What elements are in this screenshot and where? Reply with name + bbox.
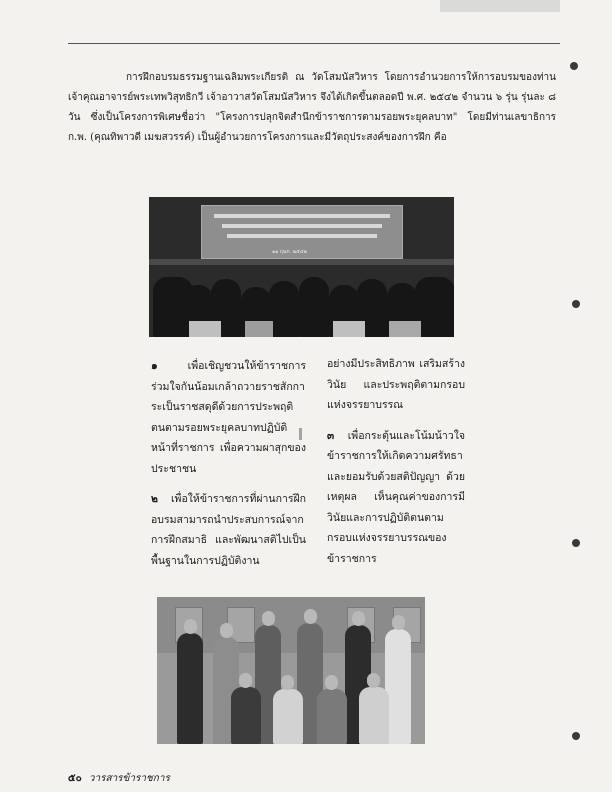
binder-hole bbox=[572, 539, 580, 547]
top-rule bbox=[68, 43, 560, 44]
objective-3-text: เพื่อกระตุ้นและโน้มน้าวใจข้าราชการให้เกิดความศรัทธาและยอมรับด้วยสติปัญญา ด้วยเหตุผล เห็นคุณค่าของการมีวินัยและการปฏิบัติตนตามกรอบแห่งจรรยาบรรณของข้าราชการ bbox=[327, 429, 465, 565]
scan-smudge bbox=[299, 428, 302, 440]
publication-title: วารสารข้าราชการ bbox=[88, 773, 170, 784]
objective-2-number: ๒ bbox=[151, 493, 158, 505]
objective-2 bbox=[151, 489, 306, 571]
binder-hole bbox=[570, 62, 578, 70]
objectives-left-column bbox=[151, 356, 306, 581]
objective-1-text: เพื่อเชิญชวนให้ข้าราชการร่วมใจกันน้อมเกล้าถวายราชสักการะเป็นราชสดุดีด้วยการประพฤติตนตามรอยพระยุคลบาทปฏิบัติหน้าที่ราชการ เพื่อความผาสุกของประชาชน bbox=[151, 360, 306, 475]
objective-1-number: ๑ bbox=[151, 360, 158, 372]
scan-smudge bbox=[440, 0, 560, 12]
banner-date: ๑๑ กุมภ. ๒๕๔๒ bbox=[272, 249, 307, 255]
objective-3 bbox=[327, 426, 465, 570]
objectives-right-column bbox=[327, 354, 465, 579]
stage-banner bbox=[201, 205, 403, 259]
page-footer bbox=[68, 771, 170, 786]
objective-3-number: ๓ bbox=[327, 429, 335, 442]
objective-1 bbox=[151, 356, 306, 479]
intro-text: การฝึกอบรมธรรมฐานเฉลิมพระเกียรติ ณ วัดโสมนัสวิหาร โดยการอำนวยการให้การอบรมของท่านเจ้าคุณอาจารย์พระเทพวิสุทธิกวี เจ้าอาวาสวัดโสมนัสวิหาร จึงได้เกิดขึ้นตลอดปี พ.ศ. ๒๕๔๒ จำนวน ๖ รุ่น รุ่นละ ๘ วัน ซึ่งเป็นโครงการพิเศษชื่อว่า "โครงการปลุกจิตสำนึกข้าราชการตามรอยพระยุคลบาท" โดยมีท่านเลขาธิการ ก.พ. (คุณทิพาวดี เมฆสวรรค์) เป็นผู้อำนวยการโครงการและมีวัตถุประสงค์ของการฝึก คือ bbox=[68, 72, 556, 143]
binder-hole bbox=[572, 732, 580, 740]
page-number: ๕๐ bbox=[68, 773, 82, 784]
seminar-photo bbox=[149, 197, 454, 337]
objective-2-continued: อย่างมีประสิทธิภาพ เสริมสร้างวินัย และประพฤติตามกรอบแห่งจรรยาบรรณ bbox=[327, 358, 465, 411]
binder-hole bbox=[572, 300, 580, 308]
objective-2-text: เพื่อให้ข้าราชการที่ผ่านการฝึกอบรมสามารถนำประสบการณ์จากการฝึกสมาธิ และพัฒนาสติไปเป็นพื้นฐานในการปฏิบัติงาน bbox=[151, 493, 306, 567]
intro-paragraph bbox=[68, 68, 556, 148]
group-photo bbox=[157, 597, 425, 744]
